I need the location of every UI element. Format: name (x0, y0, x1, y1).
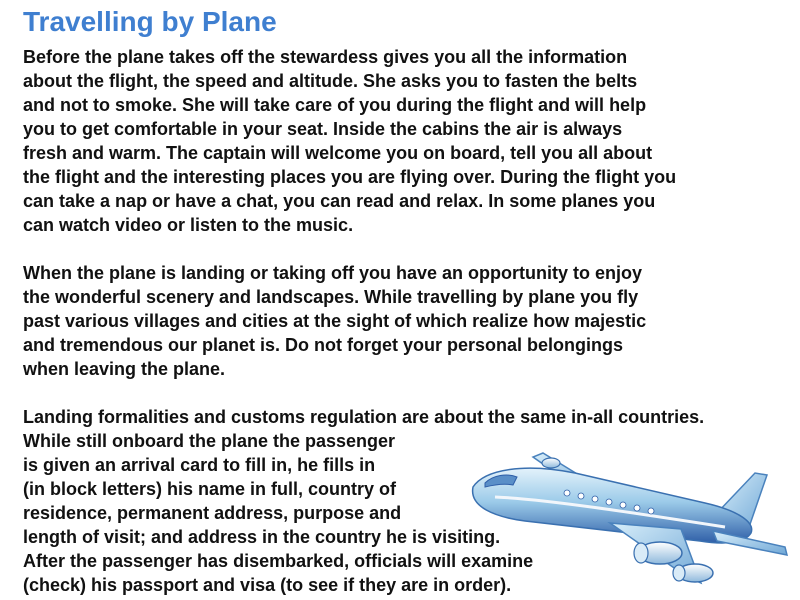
paragraph-1 (23, 45, 793, 237)
text-line: about the flight, the speed and altitude. She asks you to fasten the belts (23, 71, 638, 91)
page-title: Travelling by Plane (23, 6, 277, 37)
article-body (23, 45, 793, 597)
text-line: Landing formalities and customs regulation are about the same in-all countries. (23, 407, 705, 427)
text-line: and not to smoke. She will take care of you during the flight and will help (23, 95, 647, 115)
paragraph-3 (23, 405, 793, 597)
text-line: can take a nap or have a chat, you can read and relax. In some planes you (23, 191, 656, 211)
text-line: residence, permanent address, purpose and (23, 503, 402, 523)
text-line: length of visit; and address in the country he is visiting. (23, 527, 501, 547)
text-line: past various villages and cities at the sight of which realize how majestic (23, 311, 647, 331)
text-line: When the plane is landing or taking off you have an opportunity to enjoy (23, 263, 643, 283)
text-line: While still onboard the plane the passenger (23, 431, 396, 451)
text-line: the wonderful scenery and landscapes. While travelling by plane you fly (23, 287, 639, 307)
text-line: fresh and warm. The captain will welcome you on board, tell you all about (23, 143, 653, 163)
text-line: can watch video or listen to the music. (23, 215, 354, 235)
text-line: (check) his passport and visa (to see if they are in order). (23, 575, 512, 595)
text-line: and tremendous our planet is. Do not forget your personal belongings (23, 335, 624, 355)
text-line: when leaving the plane. (23, 359, 226, 379)
paragraph-2 (23, 261, 793, 381)
text-line: Before the plane takes off the stewardess gives you all the information (23, 47, 628, 67)
text-line: the flight and the interesting places you are flying over. During the flight you (23, 167, 677, 187)
text-line: After the passenger has disembarked, officials will examine (23, 551, 534, 571)
text-line: is given an arrival card to fill in, he fills in (23, 455, 376, 475)
text-line: you to get comfortable in your seat. Inside the cabins the air is always (23, 119, 623, 139)
text-line: (in block letters) his name in full, country of (23, 479, 397, 499)
